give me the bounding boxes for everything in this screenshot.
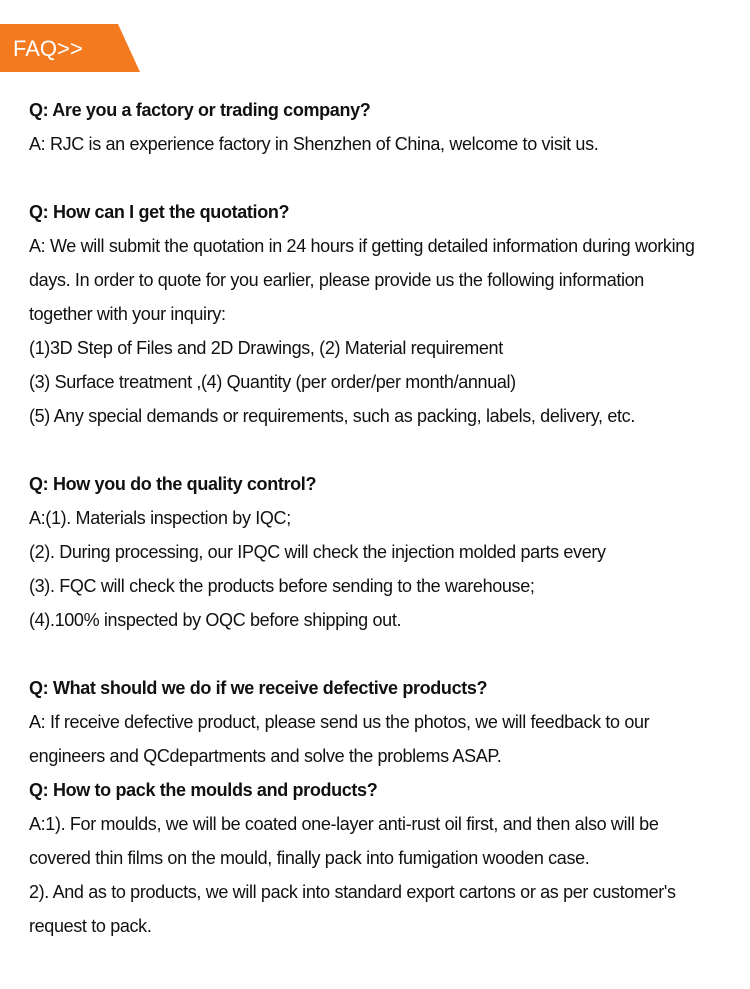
faq-spacer xyxy=(29,433,744,467)
faq-answer-line: A: RJC is an experience factory in Shenzhen of China, welcome to visit us. xyxy=(29,134,599,154)
faq-answer-line: A:1). For moulds, we will be coated one-layer anti-rust oil first, and then also will be xyxy=(29,814,659,834)
faq-answer-line: days. In order to quote for you earlier, please provide us the following information xyxy=(29,270,644,290)
faq-item-factory xyxy=(29,93,744,161)
faq-answer-line: (5) Any special demands or requirements, such as packing, labels, delivery, etc. xyxy=(29,406,635,426)
faq-question: Q: What should we do if we receive defective products? xyxy=(29,678,488,698)
faq-spacer xyxy=(29,161,744,195)
faq-answer-line: request to pack. xyxy=(29,916,152,936)
faq-answer-line: (3). FQC will check the products before sending to the warehouse; xyxy=(29,576,535,596)
faq-answer-line: A:(1). Materials inspection by IQC; xyxy=(29,508,291,528)
faq-spacer xyxy=(29,637,744,671)
faq-question: Q: Are you a factory or trading company? xyxy=(29,100,371,120)
faq-answer-line: together with your inquiry: xyxy=(29,304,226,324)
faq-item-defective-products xyxy=(29,671,744,773)
faq-question: Q: How you do the quality control? xyxy=(29,474,317,494)
faq-banner-label: FAQ>> xyxy=(13,36,83,61)
faq-item-quality-control xyxy=(29,467,744,637)
faq-answer-line: A: We will submit the quotation in 24 hours if getting detailed information during working xyxy=(29,236,695,256)
faq-answer-line: A: If receive defective product, please send us the photos, we will feedback to our xyxy=(29,712,650,732)
faq-list xyxy=(29,93,744,943)
faq-answer-line: (1)3D Step of Files and 2D Drawings, (2) Material requirement xyxy=(29,338,503,358)
faq-item-packing xyxy=(29,773,744,943)
faq-question: Q: How to pack the moulds and products? xyxy=(29,780,378,800)
faq-answer-line: (3) Surface treatment ,(4) Quantity (per order/per month/annual) xyxy=(29,372,516,392)
faq-answer-line: (2). During processing, our IPQC will check the injection molded parts every xyxy=(29,542,606,562)
faq-item-quotation xyxy=(29,195,744,433)
faq-answer-line: engineers and QCdepartments and solve the problems ASAP. xyxy=(29,746,502,766)
faq-question: Q: How can I get the quotation? xyxy=(29,202,290,222)
faq-answer-line: covered thin films on the mould, finally pack into fumigation wooden case. xyxy=(29,848,590,868)
faq-answer-line: 2). And as to products, we will pack into standard export cartons or as per customer's xyxy=(29,882,676,902)
faq-answer-line: (4).100% inspected by OQC before shipping out. xyxy=(29,610,402,630)
